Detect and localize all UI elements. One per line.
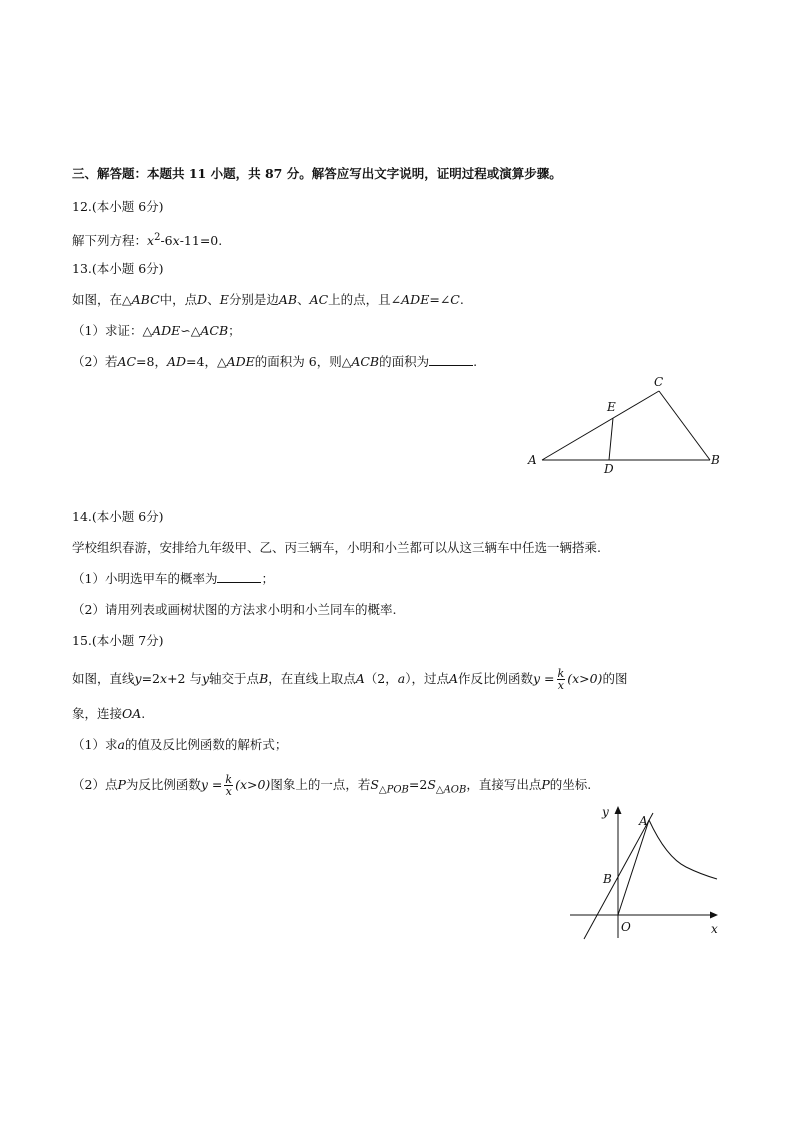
answer-blank[interactable] — [217, 571, 261, 583]
hyperbola-curve — [649, 820, 717, 879]
q13-header: 13.(本小题 6分) — [72, 261, 164, 276]
y-axis-arrow-icon — [615, 806, 622, 814]
q15-stem-line1: 如图，直线y=2x+2 与y轴交于点B，在直线上取点A（2，a），过点A作反比例函数y = $\frac{k}{x}$ (x>0)的图 — [72, 667, 628, 692]
label-a: A — [528, 453, 537, 467]
label-o: O — [621, 920, 631, 934]
q14-part2: （2）请用列表或画树状图的方法求小明和小兰同车的概率. — [72, 602, 397, 617]
label-b: B — [603, 872, 612, 886]
q15-header: 15.(本小题 7分) — [72, 633, 164, 648]
q15-graph-figure — [560, 795, 730, 945]
q13-part2: （2）若AC=8，AD=4，△ADE的面积为 6，则△ACB的面积为 . — [72, 354, 478, 369]
section-heading: 三、解答题：本题共 11 小题，共 87 分。解答应写出文字说明，证明过程或演算步骤。 — [72, 166, 562, 181]
q14-header: 14.(本小题 6分) — [72, 509, 164, 524]
q15-part2: （2）点P为反比例函数y = $\frac{k}{x}$ (x>0)图象上的一点，若$S_{\triangle POB}=2S_{\triangle AOB}$，直接写出点P的坐标. — [72, 773, 592, 798]
q14-part1: （1）小明选甲车的概率为 ； — [72, 571, 274, 586]
q15-part1: （1）求a的值及反比例函数的解析式； — [72, 737, 288, 752]
q13-triangle-figure — [520, 370, 730, 480]
segment-ac — [542, 391, 659, 460]
q13-part1: （1）求证：△ADE∽△ACB； — [72, 323, 241, 338]
answer-blank[interactable] — [429, 354, 473, 366]
fraction-k-over-x: $\frac{k}{x}$ — [225, 773, 233, 798]
fraction-k-over-x: $\frac{k}{x}$ — [557, 667, 565, 692]
segment-de — [609, 418, 613, 460]
q12-header: 12.(本小题 6分) — [72, 199, 164, 214]
q14-stem: 学校组织春游，安排给九年级甲、乙、丙三辆车，小明和小兰都可以从这三辆车中任选一辆搭乘. — [72, 540, 601, 555]
label-a: A — [639, 814, 648, 828]
label-x: x — [711, 922, 718, 936]
label-c: C — [654, 375, 664, 389]
q13-stem: 如图，在△ABC中，点D、E分别是边AB、AC上的点，且∠ADE=∠C. — [72, 292, 464, 307]
label-d: D — [604, 462, 614, 476]
q15-stem-line2: 象，连接OA. — [72, 706, 146, 721]
x-axis-arrow-icon — [710, 912, 718, 919]
label-e: E — [607, 400, 616, 414]
segment-bc — [659, 391, 710, 460]
q12-equation: 解下列方程：$x^2-6x-11=0$. — [72, 232, 223, 249]
label-b: B — [711, 453, 720, 467]
label-y: y — [602, 805, 609, 819]
